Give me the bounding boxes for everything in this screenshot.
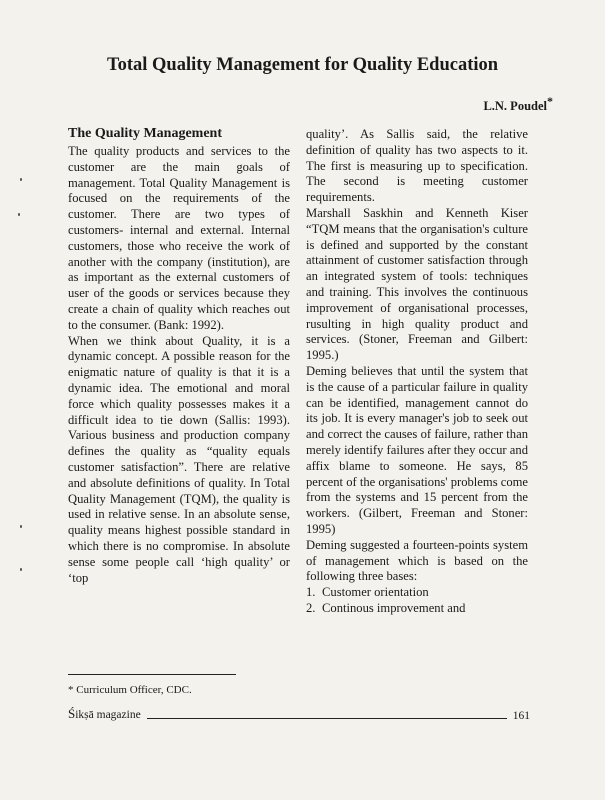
page-footer [68, 706, 530, 722]
bases-list [306, 585, 528, 617]
scan-speck [20, 568, 22, 571]
author-line [483, 94, 553, 114]
list-item-text: Customer orientation [322, 585, 429, 600]
scan-speck [18, 213, 20, 216]
magazine-name [68, 706, 141, 722]
left-paragraph-1: The quality products and services to the customer are the main goals of management. Total Quality Management is focused on the requirements of the customer. There are two types of customers- internal and external. Internal customers, those who receive the work of another with the company (institution), are as important as the external customers of user of the goods or services because they create a chain of quality which reaches out to the consumer. (Bank: 1992). [68, 144, 290, 332]
list-item-number: 2. [306, 600, 316, 615]
list-item [306, 601, 528, 617]
list-item-number: 1. [306, 585, 316, 600]
footnote-divider [68, 674, 236, 675]
footnote: * Curriculum Officer, CDC. [68, 684, 192, 696]
section-heading: The Quality Management [68, 126, 222, 141]
author-name: L.N. Poudel [483, 99, 547, 114]
footer-rule [147, 718, 507, 719]
author-footnote-mark: * [547, 94, 553, 108]
page-number: 161 [512, 710, 530, 722]
magazine-name-rest: ikṣā magazine [75, 709, 141, 721]
magazine-initial: Ś [68, 706, 76, 721]
article-title: Total Quality Management for Quality Education [106, 55, 499, 75]
scan-speck [20, 525, 22, 528]
right-paragraph-2: Marshall Saskhin and Kenneth Kiser “TQM means that the organisation's culture is defined and supported by the constant attainment of customer satisfaction through an integrated system of tools: techniques and training. This involves the continuous improvement of organisational processes, rusulting in high quality product and services. (Stoner, Freeman and Gilbert: 1995.) [306, 205, 528, 363]
right-paragraph-3: Deming believes that until the system that is the cause of a particular failure in quality can be identified, management cannot do its job. It is every manager's job to seek out and correct the causes of failure, rather than merely identify failures after they occur and affix blame to someone. He says, 85 percent of the organisations' problems come from the systems and 15 percent from the workers. (Gilbert, Freeman and Stoner: 1995) [306, 363, 529, 536]
list-item-text: Continous improvement and [322, 600, 466, 615]
left-column [68, 125, 290, 586]
right-paragraph-4: Deming suggested a fourteen-points system of management which is based on the following three bases: [306, 537, 528, 584]
right-column [306, 127, 528, 617]
left-paragraph-2: When we think about Quality, it is a dynamic concept. A possible reason for the enigmatic nature of quality is that it is a dynamic idea. The emotional and moral force which quality possesses makes it a difficult idea to tie down (Sallis: 1993). Various business and production company defines the quality as “quality equals customer satisfaction”. There are relative and absolute definitions of quality. In Total Quality Management (TQM), the quality is used in relative sense. In an absolute sense, quality means highest possible standard in which there is no compromise. In absolute sense some people call ‘high quality’ or ‘top [68, 333, 290, 585]
list-item [306, 585, 528, 601]
right-paragraph-1: quality’. As Sallis said, the relative definition of quality has two aspects to it. The first is measuring up to specification. The second is meeting customer requirements. [306, 127, 528, 205]
scan-speck [20, 178, 22, 181]
